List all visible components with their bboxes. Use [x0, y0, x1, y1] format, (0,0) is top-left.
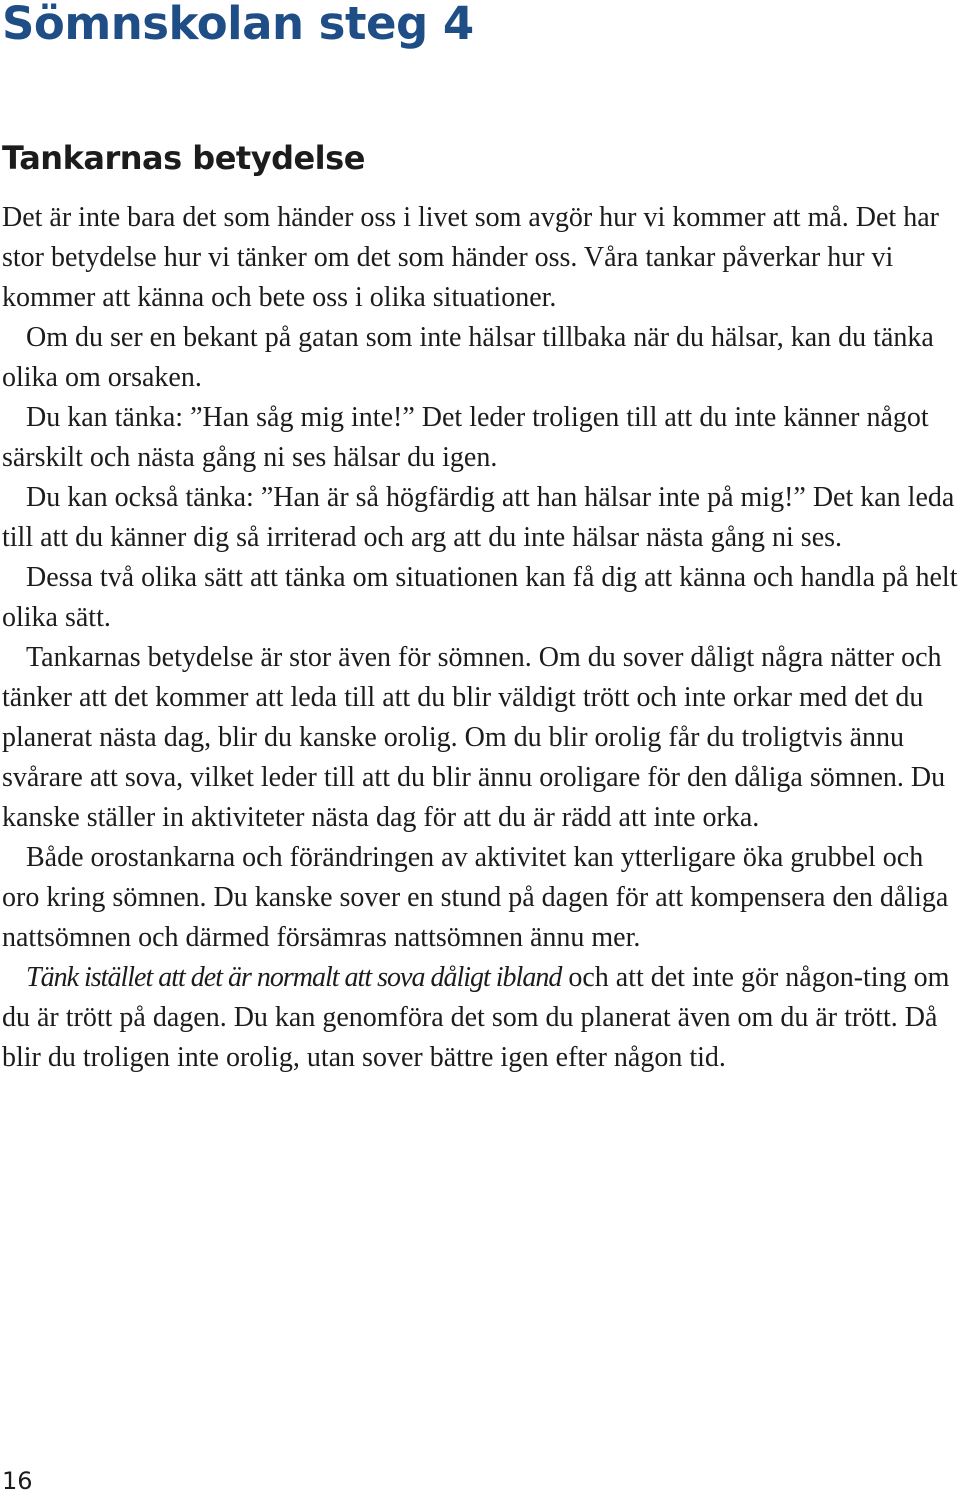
paragraph-advice: [2, 958, 960, 1078]
paragraph-second-thought: Du kan också tänka: ”Han är så högfärdig att han hälsar inte på mig!” Det kan leda till att du känner dig så irriterad och arg att du inte hälsar nästa gång ni ses.: [2, 482, 955, 553]
paragraph-intro: Det är inte bara det som händer oss i livet som avgör hur vi kommer att må. Det har stor betydelse hur vi tänker om det som händer oss. Våra tankar påverkar hur vi kommer att känna och bete oss i olika situationer.: [2, 202, 939, 313]
section-heading: Tankarnas betydelse: [2, 139, 365, 177]
page-number: 16: [2, 1467, 33, 1495]
paragraph-two-ways: Dessa två olika sätt att tänka om situationen kan få dig att känna och handla på helt olika sätt.: [2, 562, 958, 633]
advice-text: och att det inte gör någon-ting om du är trött på dagen. Du kan genomföra det som du planerat även om du är trött. Då blir du troligen inte orolig, utan sover bättre igen efter någon tid.: [2, 962, 950, 1073]
page-title: Sömnskolan steg 4: [2, 0, 474, 50]
paragraph-example: Om du ser en bekant på gatan som inte hälsar tillbaka när du hälsar, kan du tänka olika om orsaken.: [2, 322, 934, 393]
paragraph-sleep-worry: Tankarnas betydelse är stor även för sömnen. Om du sover dåligt några nätter och tänker att det kommer att leda till att du blir väldigt trött och inte orkar med det du planerat nästa dag, blir du kanske orolig. Om du blir orolig får du troligtvis ännu svårare att sova, vilket leder till att du blir ännu oroligare för den dåliga sömnen. Du kanske ställer in aktiviteter nästa dag för att du är rädd att inte orka.: [2, 642, 946, 833]
advice-italic-text: Tänk istället att det är normalt att sova dåligt ibland: [26, 962, 562, 993]
body-text: [2, 198, 960, 1078]
paragraph-activity-change: Både orostankarna och förändringen av aktivitet kan ytterligare öka grubbel och oro kring sömnen. Du kanske sover en stund på dagen för att kompensera den dåliga nattsömnen och därmed försämras nattsömnen ännu mer.: [2, 842, 949, 953]
paragraph-first-thought: Du kan tänka: ”Han såg mig inte!” Det leder troligen till att du inte känner något särskilt och nästa gång ni ses hälsar du igen.: [2, 402, 929, 473]
